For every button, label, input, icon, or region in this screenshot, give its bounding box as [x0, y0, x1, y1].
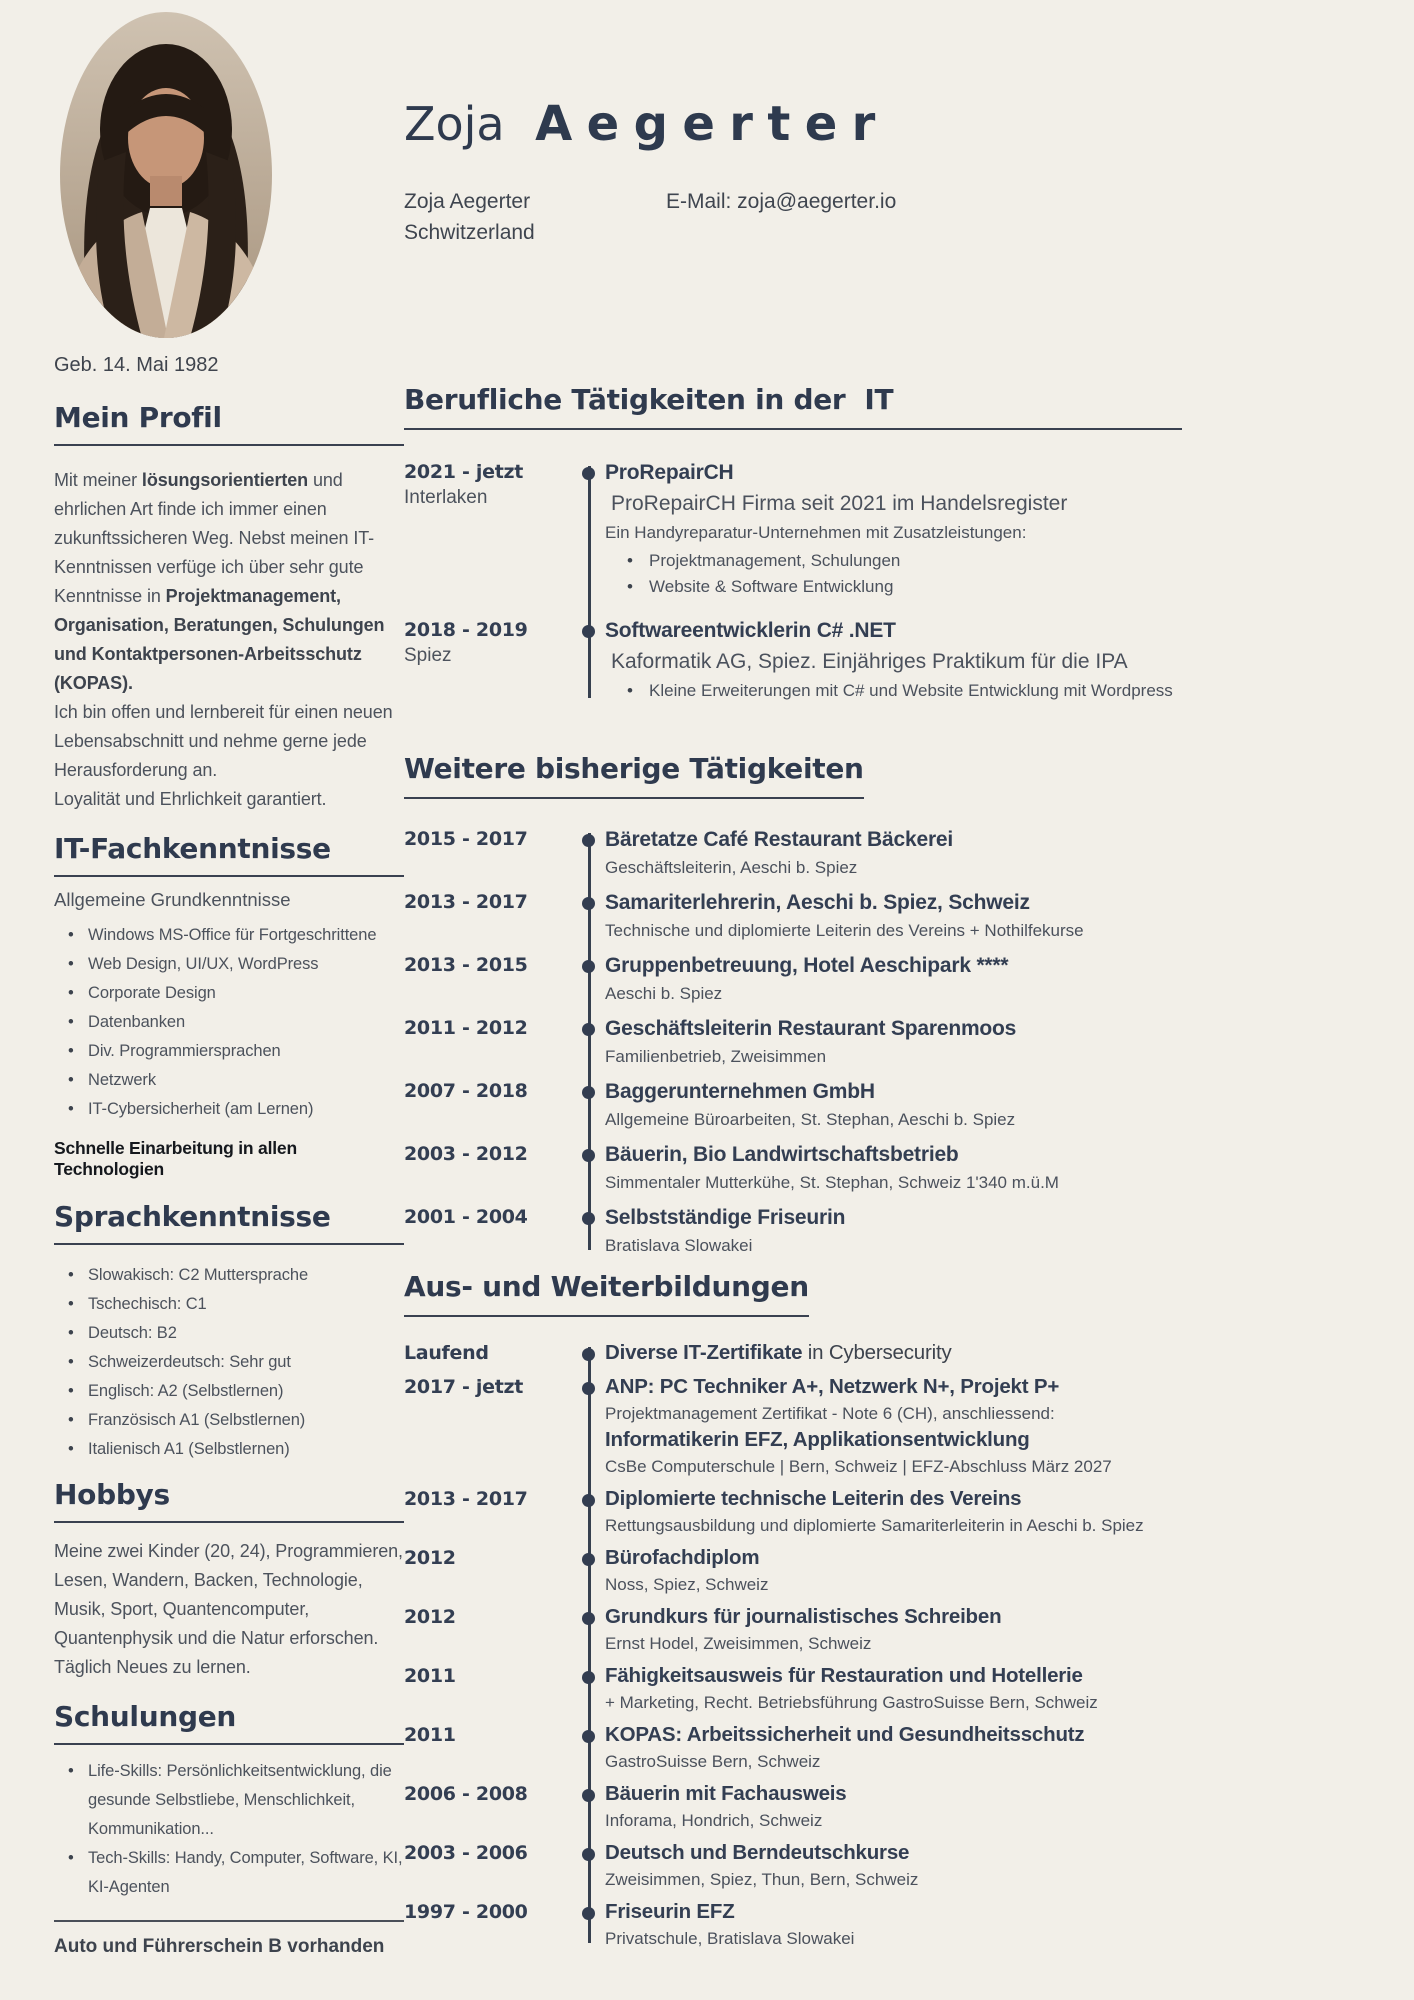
list-item: • Deutsch: B2 — [54, 1319, 404, 1348]
schulungen-list — [54, 1757, 404, 1902]
timeline-entry — [404, 1605, 1390, 1654]
entry-subtitle: Technische und diplomierte Leiterin des Vereins + Nothilfekurse — [605, 921, 1084, 940]
entry-date: 2001 - 2004 — [404, 1206, 528, 1228]
entry-date-block — [404, 460, 588, 600]
entry-subtitle: Geschäftsleiterin, Aeschi b. Spiez — [605, 858, 858, 877]
section-title-hobbys: Hobbys — [54, 1478, 404, 1523]
timeline-entry — [404, 1079, 1390, 1130]
timeline-entry — [404, 1016, 1390, 1067]
section-title-ausbildung: Aus- und Weiterbildungen — [404, 1270, 809, 1317]
entry-subtitle: Aeschi b. Spiez — [605, 984, 723, 1003]
language-list — [54, 1261, 404, 1464]
entry-title: Bürofachdiplom — [605, 1546, 760, 1569]
entry-title: Bäuerin mit Fachausweis — [605, 1782, 847, 1805]
entry-date: 2011 — [404, 1665, 456, 1687]
section-title-profil: Mein Profil — [54, 401, 404, 446]
list-item: • Italienisch A1 (Selbstlernen) — [54, 1435, 404, 1464]
list-item: • Schweizerdeutsch: Sehr gut — [54, 1348, 404, 1377]
entry-line-small: Ein Handyreparatur-Unternehmen mit Zusatzleistungen: — [605, 523, 1027, 542]
entry-title: Grundkurs für journalistisches Schreiben — [605, 1605, 1002, 1628]
entry-title-rest: in Cybersecurity — [802, 1341, 952, 1364]
list-item: • Datenbanken — [54, 1008, 404, 1037]
entry-title — [605, 1341, 1390, 1365]
entry-title: Samariterlehrerin, Aeschi b. Spiez, Schweiz — [605, 891, 1030, 914]
birthdate: Geb. 14. Mai 1982 — [54, 354, 219, 376]
entry-subtitle: Noss, Spiez, Schweiz — [605, 1575, 769, 1594]
timeline-entry — [404, 1205, 1390, 1256]
timeline-entry — [404, 1782, 1390, 1831]
entry-date: 2006 - 2008 — [404, 1783, 528, 1805]
section-title-schulungen: Schulungen — [54, 1700, 404, 1745]
entry-title: Bäretatze Café Restaurant Bäckerei — [605, 828, 954, 851]
entry-title: Softwareentwicklerin C# .NET — [605, 619, 896, 642]
it-skill-list — [54, 921, 404, 1124]
list-item: • Corporate Design — [54, 979, 404, 1008]
timeline-entry — [404, 827, 1390, 878]
entry-date: Laufend — [404, 1342, 489, 1364]
list-item: • Slowakisch: C2 Muttersprache — [54, 1261, 404, 1290]
hobbys-text — [54, 1537, 404, 1682]
entry-title: Geschäftsleiterin Restaurant Sparenmoos — [605, 1017, 1017, 1040]
entry-date: 2021 - jetzt — [404, 461, 524, 483]
entry-title: Diplomierte technische Leiterin des Vereins — [605, 1487, 1022, 1510]
entry-subtitle: Rettungsausbildung und diplomierte Samariterleiterin in Aeschi b. Spiez — [605, 1516, 1144, 1535]
entry-title: Deutsch und Berndeutschkurse — [605, 1841, 910, 1864]
list-item: • Projektmanagement, Schulungen — [605, 548, 1390, 574]
entry-place: Spiez — [404, 645, 452, 666]
timeline-entry — [404, 1546, 1390, 1595]
entry-date: 2017 - jetzt — [404, 1376, 524, 1398]
profil-seg2: und ehrlichen Art finde ich immer einen zukunftssicheren Weg. Nebst meinen IT-Kenntnissen verfüge ich über sehr gute Kenntnisse in — [54, 470, 375, 606]
timeline-entry — [404, 953, 1390, 1004]
entry-date: 2011 - 2012 — [404, 1017, 528, 1039]
profil-text — [54, 466, 404, 814]
timeline-weitere — [404, 827, 1390, 1256]
list-item: • Life-Skills: Persönlichkeitsentwicklung, die gesunde Selbstliebe, Menschlichkeit, Kommunikation... — [54, 1757, 404, 1844]
entry-title-bold: Diverse IT-Zertifikate — [605, 1341, 803, 1364]
timeline-entry — [404, 1375, 1390, 1477]
profil-line3: Loyalität und Ehrlichkeit garantiert. — [54, 789, 327, 809]
timeline-entry — [404, 1341, 1390, 1365]
entry-title: Selbstständige Friseurin — [605, 1206, 846, 1229]
timeline-entry — [404, 1142, 1390, 1193]
entry-subtitle: Zweisimmen, Spiez, Thun, Bern, Schweiz — [605, 1870, 919, 1889]
entry-title: Gruppenbetreuung, Hotel Aeschipark **** — [605, 954, 1009, 977]
timeline-ausbildung — [404, 1341, 1390, 1949]
entry-subtitle: Projektmanagement Zertifikat - Note 6 (CH), anschliessend: — [605, 1404, 1055, 1423]
timeline-entry — [404, 1841, 1390, 1890]
timeline-entry — [404, 1664, 1390, 1713]
timeline-entry — [404, 1487, 1390, 1536]
entry-subtitle: CsBe Computerschule | Bern, Schweiz | EFZ-Abschluss März 2027 — [605, 1457, 1112, 1476]
entry-date: 2007 - 2018 — [404, 1080, 528, 1102]
list-item: • Web Design, UI/UX, WordPress — [54, 950, 404, 979]
contact-email: E-Mail: zoja@aegerter.io — [666, 190, 897, 213]
entry-date: 2003 - 2006 — [404, 1842, 528, 1864]
timeline-berufliche-it — [404, 460, 1390, 704]
entry-subtitle: + Marketing, Recht. Betriebsführung GastroSuisse Bern, Schweiz — [605, 1693, 1098, 1712]
contact-block — [404, 186, 1390, 248]
entry-subtitle: Familienbetrieb, Zweisimmen — [605, 1047, 827, 1066]
entry-place: Interlaken — [404, 487, 488, 508]
entry-title: Friseurin EFZ — [605, 1900, 735, 1923]
entry-date: 2012 — [404, 1606, 456, 1628]
page-title — [404, 96, 1390, 152]
entry-subtitle: Simmentaler Mutterkühe, St. Stephan, Schweiz 1'340 m.ü.M — [605, 1173, 1059, 1192]
entry-bullet-list — [605, 678, 1390, 704]
profil-line2: Ich bin offen und lernbereit für einen neuen Lebensabschnitt und nehme gerne jede Herausforderung an. — [54, 702, 393, 780]
entry-content — [588, 460, 1390, 600]
list-item: • Tschechisch: C1 — [54, 1290, 404, 1319]
entry-title: KOPAS: Arbeitssicherheit und Gesundheitsschutz — [605, 1723, 1085, 1746]
entry-date: 1997 - 2000 — [404, 1901, 528, 1923]
timeline-entry — [404, 618, 1390, 704]
entry-date: 2018 - 2019 — [404, 619, 528, 641]
section-title-it: IT-Fachkenntnisse — [54, 832, 404, 877]
entry-date: 2012 — [404, 1547, 456, 1569]
entry-date: 2003 - 2012 — [404, 1143, 528, 1165]
it-subtitle: Allgemeine Grundkenntnisse — [54, 889, 291, 910]
entry-title: Bäuerin, Bio Landwirtschaftsbetrieb — [605, 1143, 959, 1166]
last-name: Aegerter — [535, 96, 890, 152]
it-note: Schnelle Einarbeitung in allen Technologien — [54, 1138, 297, 1179]
list-item: • Kleine Erweiterungen mit C# und Website Entwicklung mit Wordpress — [605, 678, 1390, 704]
list-item: • Tech-Skills: Handy, Computer, Software, KI, KI-Agenten — [54, 1844, 404, 1902]
entry-date-block — [404, 618, 588, 704]
right-column — [404, 0, 1390, 1959]
list-item: • Website & Software Entwicklung — [605, 574, 1390, 600]
profil-bold1: lösungsorientierten — [141, 470, 309, 490]
list-item: • Französisch A1 (Selbstlernen) — [54, 1406, 404, 1435]
list-item: • Netzwerk — [54, 1066, 404, 1095]
entry-date: 2013 - 2017 — [404, 1488, 528, 1510]
contact-country: Schwitzerland — [404, 221, 535, 244]
entry-subtitle: Inforama, Hondrich, Schweiz — [605, 1811, 823, 1830]
entry-date: 2013 - 2017 — [404, 891, 528, 913]
section-title-berufliche-it: Berufliche Tätigkeiten in der IT — [404, 383, 1182, 430]
timeline-entry — [404, 460, 1390, 600]
list-item: • Windows MS-Office für Fortgeschrittene — [54, 921, 404, 950]
footer-divider — [54, 1920, 404, 1922]
entry-title: Fähigkeitsausweis für Restauration und Hotellerie — [605, 1664, 1083, 1687]
entry-title: ProRepairCH — [605, 461, 734, 484]
portrait-photo-graphic — [60, 12, 272, 338]
contact-left — [404, 186, 666, 248]
entry-date: 2015 - 2017 — [404, 828, 528, 850]
entry-line: Kaformatik AG, Spiez. Einjähriges Praktikum für die IPA — [611, 650, 1128, 673]
entry-bullet-list — [605, 548, 1390, 600]
entry-content — [588, 618, 1390, 704]
left-column — [54, 12, 404, 1958]
hobbys-p1: Meine zwei Kinder (20, 24), Programmieren, Lesen, Wandern, Backen, Technologie, Musik, Sport, Quantencomputer, Quantenphysik und die Natur erforschen. — [54, 1541, 403, 1648]
profil-bold2: Projektmanagement, Organisation, Beratungen, Schulungen und Kontaktpersonen-Arbeitsschutz (KOPAS). — [54, 586, 385, 693]
entry-title-secondary: Informatikerin EFZ, Applikationsentwicklung — [605, 1428, 1030, 1451]
portrait-photo — [60, 12, 272, 338]
entry-date: 2013 - 2015 — [404, 954, 528, 976]
entry-line: ProRepairCH Firma seit 2021 im Handelsregister — [611, 492, 1068, 515]
profil-seg1: Mit meiner — [54, 470, 142, 490]
section-title-weitere: Weitere bisherige Tätigkeiten — [404, 752, 864, 799]
timeline-entry — [404, 1723, 1390, 1772]
driver-license-note: Auto und Führerschein B vorhanden — [54, 1936, 385, 1957]
list-item: • Div. Programmiersprachen — [54, 1037, 404, 1066]
contact-name: Zoja Aegerter — [404, 190, 531, 213]
list-item: • IT-Cybersicherheit (am Lernen) — [54, 1095, 404, 1124]
entry-subtitle: Allgemeine Büroarbeiten, St. Stephan, Aeschi b. Spiez — [605, 1110, 1016, 1129]
entry-subtitle: GastroSuisse Bern, Schweiz — [605, 1752, 821, 1771]
entry-subtitle: Bratislava Slowakei — [605, 1236, 753, 1255]
entry-subtitle: Privatschule, Bratislava Slowakei — [605, 1929, 855, 1948]
entry-title: ANP: PC Techniker A+, Netzwerk N+, Projekt P+ — [605, 1375, 1060, 1398]
entry-title: Baggerunternehmen GmbH — [605, 1080, 875, 1103]
hobbys-p2: Täglich Neues zu lernen. — [54, 1657, 251, 1677]
timeline-entry — [404, 890, 1390, 941]
timeline-entry — [404, 1900, 1390, 1949]
first-name: Zoja — [404, 97, 505, 151]
list-item: • Englisch: A2 (Selbstlernen) — [54, 1377, 404, 1406]
section-title-sprachen: Sprachkenntnisse — [54, 1200, 404, 1245]
entry-subtitle: Ernst Hodel, Zweisimmen, Schweiz — [605, 1634, 872, 1653]
entry-date: 2011 — [404, 1724, 456, 1746]
